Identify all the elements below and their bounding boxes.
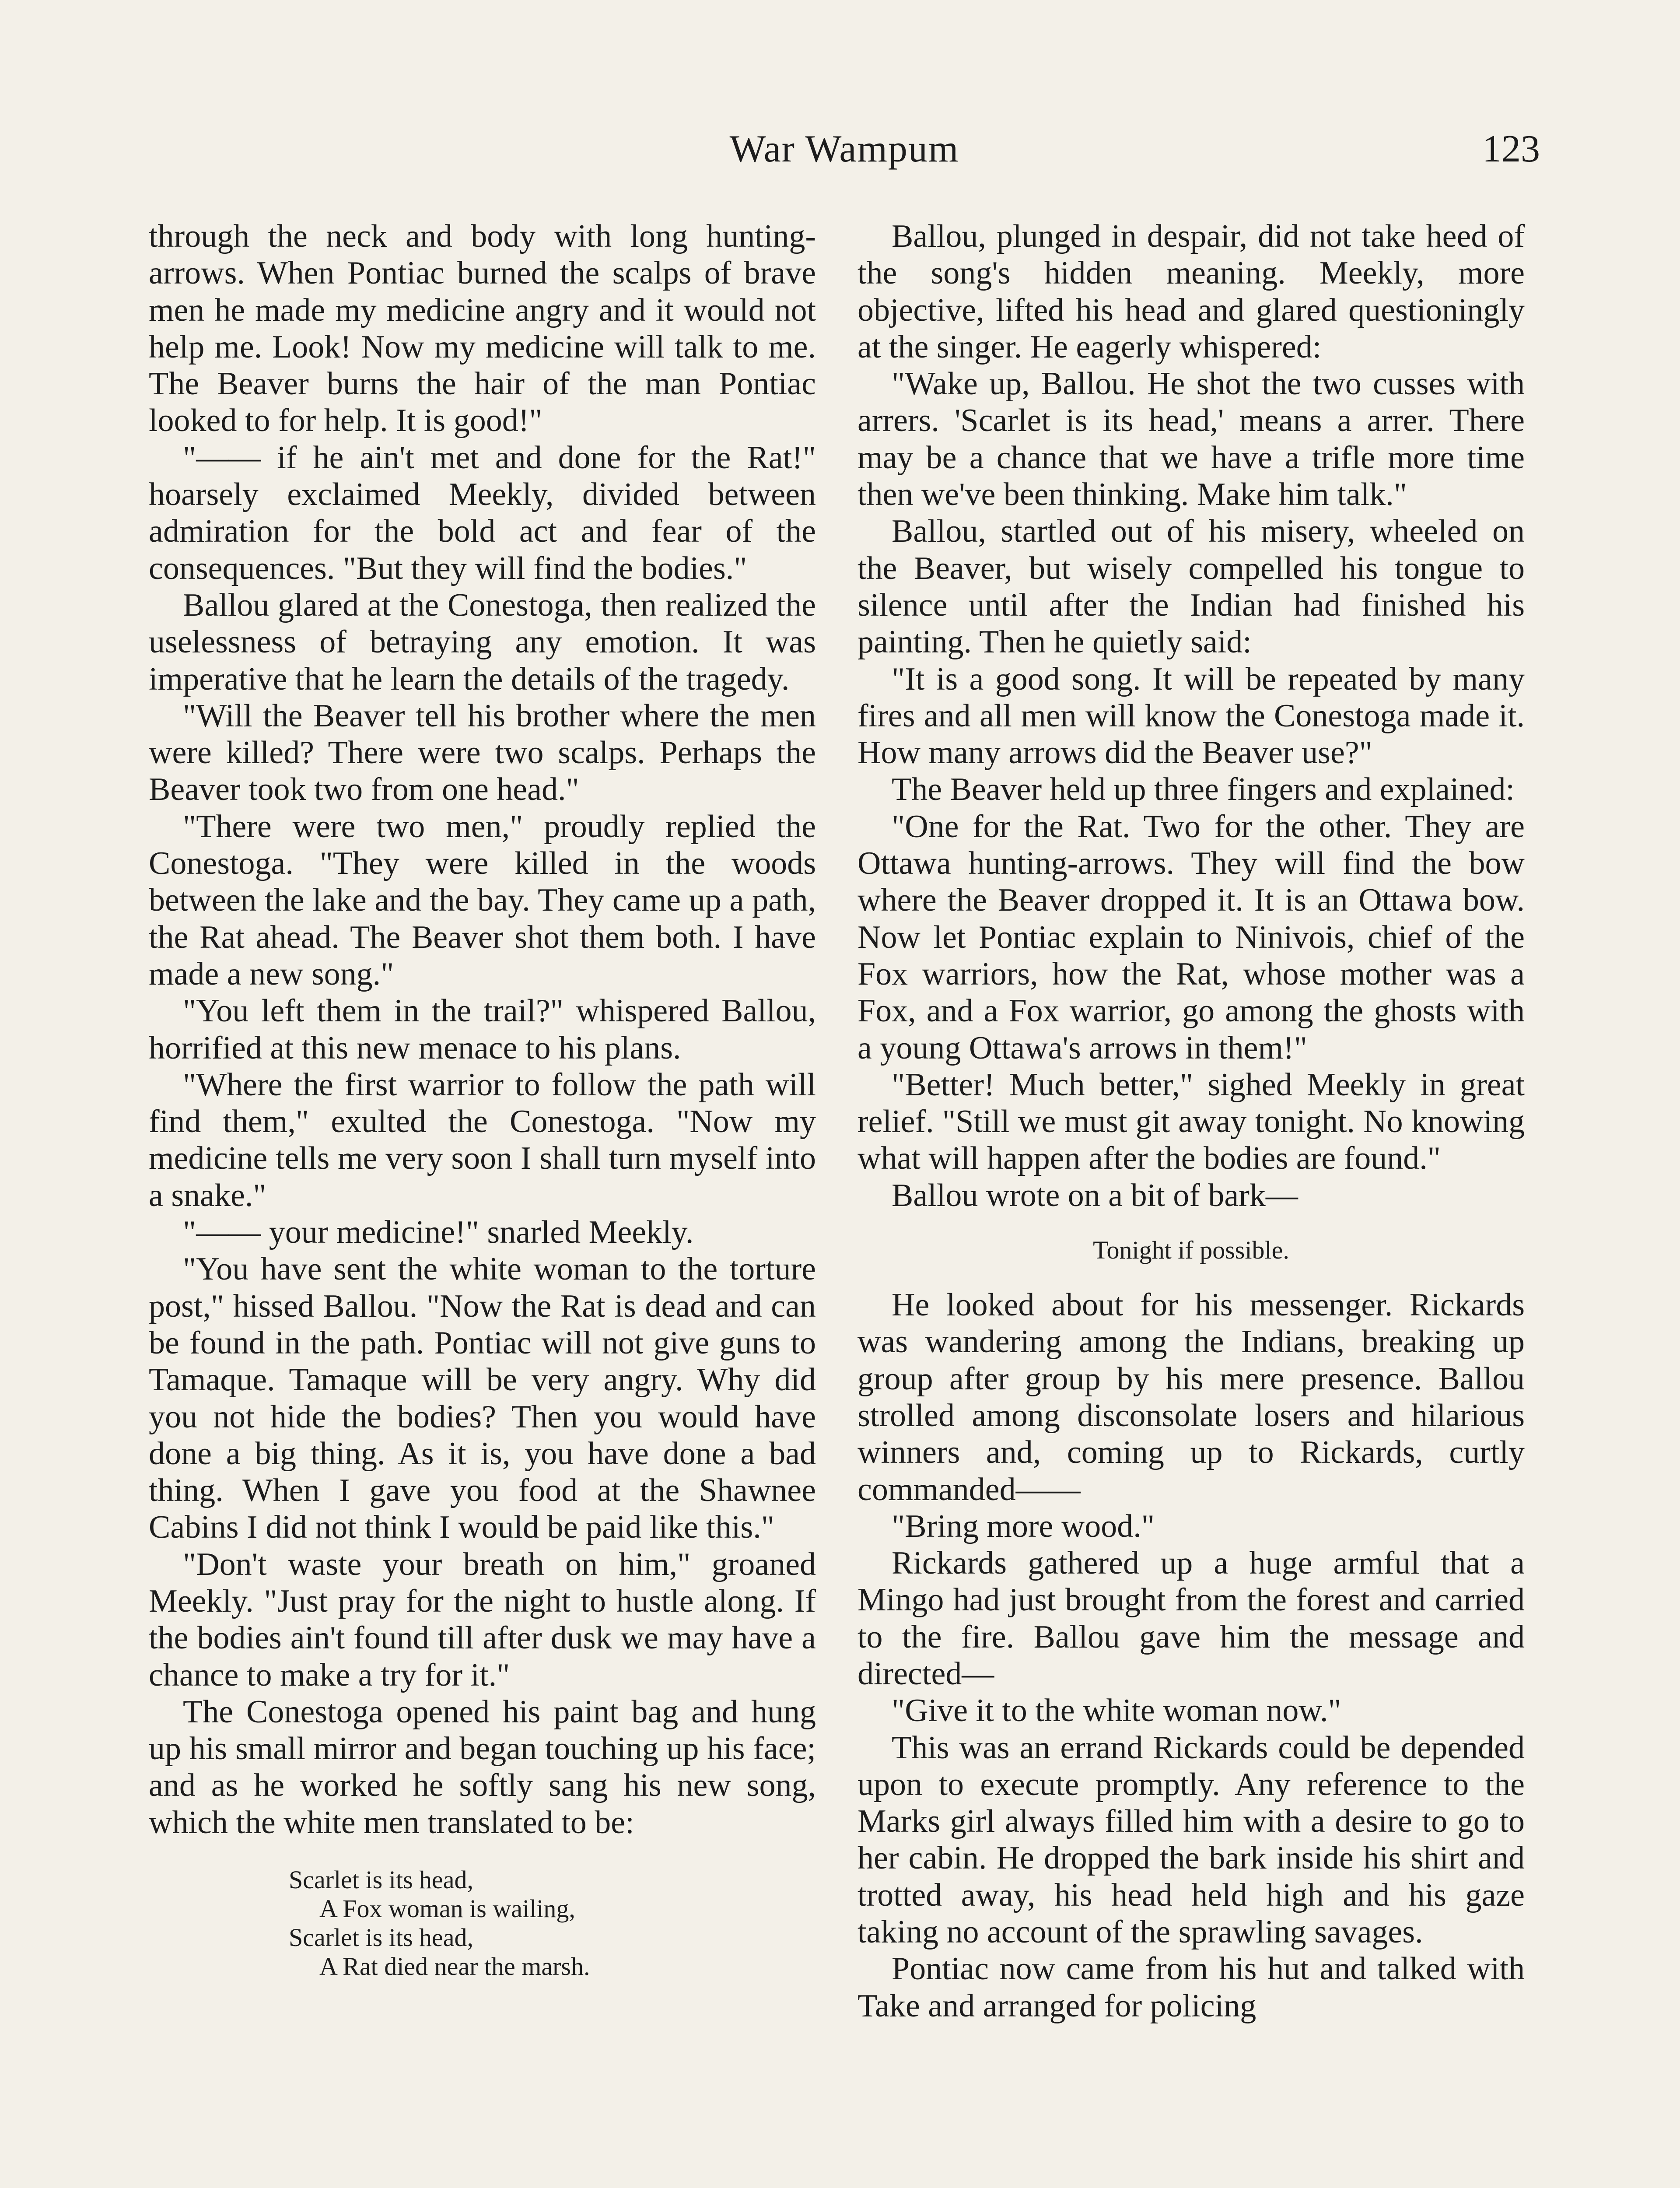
paragraph: "You left them in the trail?" whispered Ballou, horrified at this new menace to his plans. — [149, 993, 816, 1066]
bark-message: Tonight if possible. — [1093, 1236, 1289, 1265]
paragraph: The Beaver held up three fingers and explained: — [892, 771, 1515, 808]
paragraph: "You have sent the white woman to the torture post," hissed Ballou. "Now the Rat is dead and can be found in the path. Pontiac will not give guns to Tamaque. Tamaque will be very angry. Why did you not hide the bodies? Then you would have done a big thing. As it is, you have done a bad thing. When I gave you food at the Shawnee Cabins I did not think I would be paid like this." — [149, 1251, 816, 1546]
paragraph: "Give it to the white woman now." — [892, 1693, 1341, 1729]
paragraph: "Wake up, Ballou. He shot the two cusses with arrers. 'Scarlet is its head,' means a arrer. There may be a chance that we have a trifle more time then we've been thinking. Make him talk." — [858, 366, 1525, 513]
paragraph: "There were two men," proudly replied the Conestoga. "They were killed in the woods between the lake and the bay. They came up a path, the Rat ahead. The Beaver shot them both. I have made a new song." — [149, 808, 816, 992]
page-number: 123 — [1482, 128, 1540, 170]
running-header — [149, 127, 1540, 184]
paragraph: The Conestoga opened his paint bag and hung up his small mirror and began touching up his face; and as he worked he softly sang his new song, which the white men translated to be: — [149, 1694, 816, 1841]
paragraph: "Don't waste your breath on him," groaned Meekly. "Just pray for the night to hustle along. If the bodies ain't found till after dusk we may have a chance to make a try for it." — [149, 1546, 816, 1693]
paragraph: Ballou wrote on a bit of bark— — [892, 1177, 1298, 1213]
paragraph: This was an errand Rickards could be depended upon to execute promptly. Any reference to the Marks girl always filled him with a desire to go to her cabin. He dropped the bark inside his shirt and trotted away, his head held high and his gaze taking no account of the sprawling savages. — [858, 1729, 1525, 1950]
verse-line: Scarlet is its head, — [289, 1923, 474, 1952]
paragraph: He looked about for his messenger. Rickards was wandering among the Indians, breaking up group after group by his mere presence. Ballou strolled among disconsolate losers and hilarious winners and, coming up to Rickards, curtly commanded—— — [858, 1287, 1525, 1508]
verse-line: A Rat died near the marsh. — [319, 1952, 590, 1981]
paragraph: "Where the first warrior to follow the path will find them," exulted the Conestoga. "Now my medicine tells me very soon I shall turn myself into a snake." — [149, 1066, 816, 1213]
paragraph: "—— if he ain't met and done for the Rat!" hoarsely exclaimed Meekly, divided between admiration for the bold act and fear of the consequences. "But they will find the bodies." — [149, 439, 816, 586]
running-title: War Wampum — [729, 128, 959, 170]
paragraph: "—— your medicine!" snarled Meekly. — [183, 1214, 694, 1251]
right-column — [858, 218, 1525, 2024]
paragraph: "Bring more wood." — [892, 1508, 1155, 1544]
paragraph: "It is a good song. It will be repeated by many fires and all men will know the Conestoga made it. How many arrows did the Beaver use?" — [858, 661, 1525, 771]
paragraph: "Better! Much better," sighed Meekly in great relief. "Still we must git away tonight. No knowing what will happen after the bodies are found." — [858, 1066, 1525, 1177]
verse-line: A Fox woman is wailing, — [319, 1894, 575, 1923]
song-verse — [149, 1865, 816, 1981]
paragraph: "Will the Beaver tell his brother where the men were killed? There were two scalps. Perhaps the Beaver took two from one head." — [149, 698, 816, 808]
paragraph: Ballou glared at the Conestoga, then realized the uselessness of betraying any emotion. It was imperative that he learn the details of the tragedy. — [149, 587, 816, 697]
paragraph: Ballou, plunged in despair, did not take heed of the song's hidden meaning. Meekly, more objective, lifted his head and glared questioningly at the singer. He eagerly whispered: — [858, 218, 1525, 365]
paragraph: "One for the Rat. Two for the other. They are Ottawa hunting-arrows. They will find the bow where the Beaver dropped it. It is an Ottawa bow. Now let Pontiac explain to Ninivois, chief of the Fox warriors, how the Rat, whose mother was a Fox, and a Fox warrior, go among the ghosts with a young Ottawa's arrows in them!" — [858, 808, 1525, 1066]
paragraph: Ballou, startled out of his misery, wheeled on the Beaver, but wisely compelled his tongue to silence until after the Indian had finished his painting. Then he quietly said: — [858, 513, 1525, 660]
verse-line: Scarlet is its head, — [289, 1865, 474, 1894]
paragraph: Rickards gathered up a huge armful that a Mingo had just brought from the forest and carried to the fire. Ballou gave him the message and directed— — [858, 1545, 1525, 1692]
paragraph: through the neck and body with long hunting-arrows. When Pontiac burned the scalps of brave men he made my medicine angry and it would not help me. Look! Now my medicine will talk to me. The Beaver burns the hair of the man Pontiac looked to for help. It is good!" — [149, 218, 816, 439]
left-column — [149, 218, 816, 1981]
paragraph: Pontiac now came from his hut and talked with Take and arranged for policing — [858, 1951, 1525, 2024]
